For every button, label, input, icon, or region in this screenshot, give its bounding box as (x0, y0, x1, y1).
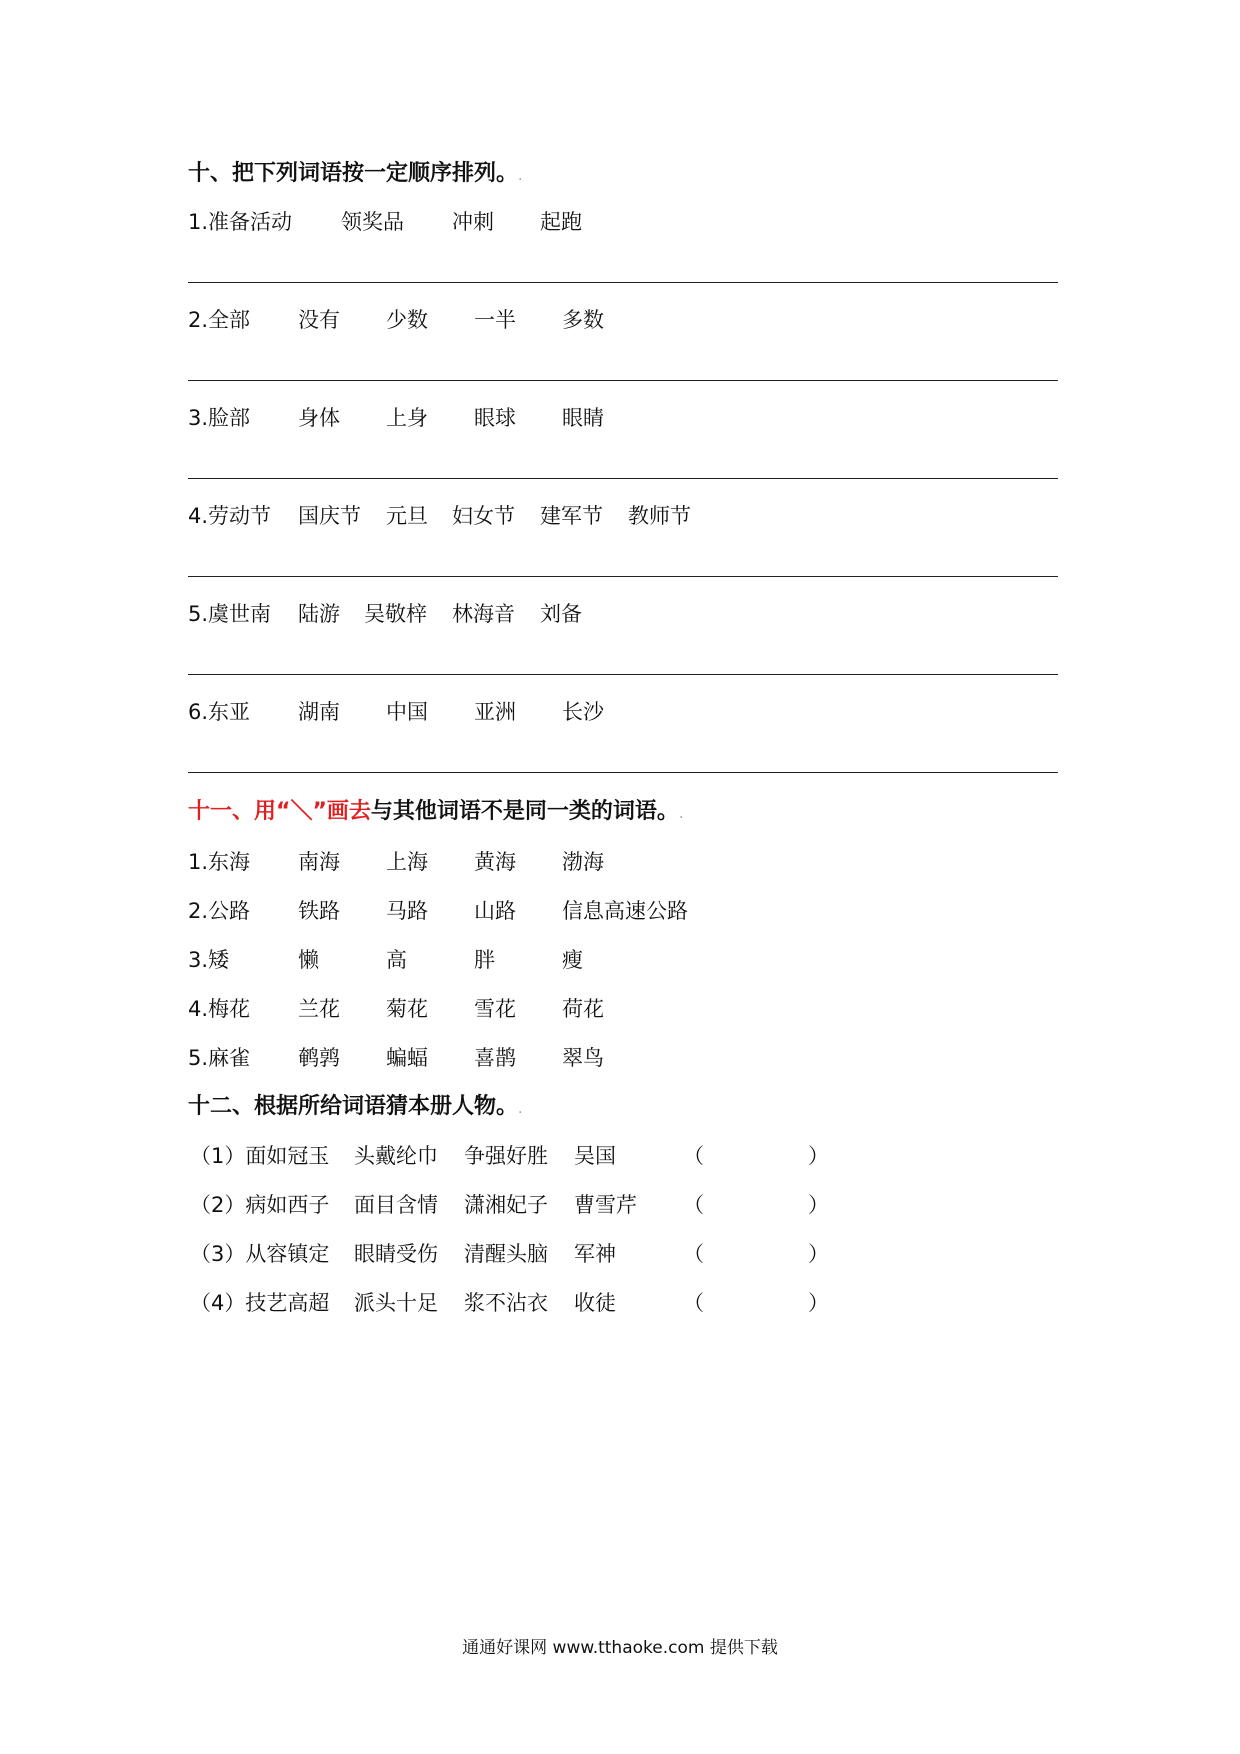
s12-clue: 争强好胜 (464, 1144, 548, 1168)
s11-word[interactable]: 5.麻雀 (188, 1046, 251, 1070)
s12-clue: 派头十足 (354, 1291, 438, 1315)
s11-word[interactable]: 菊花 (386, 997, 428, 1021)
s12-clue: （3）从容镇定 (190, 1242, 330, 1266)
s11-word[interactable]: 蝙蝠 (386, 1046, 428, 1070)
page-footer: 通通好课网 www.tthaoke.com 提供下载 (462, 1638, 778, 1658)
s12-clue: 收徒 (574, 1291, 616, 1315)
s10-word: 林海音 (452, 602, 515, 626)
s10-word: 6.东亚 (188, 700, 251, 724)
s10-word: 刘备 (540, 602, 582, 626)
s12-clue: 曹雪芹 (574, 1193, 637, 1217)
s12-clue: 吴国 (574, 1144, 616, 1168)
s10-word: 湖南 (298, 700, 340, 724)
s11-word[interactable]: 山路 (474, 899, 516, 923)
s10-word: 起跑 (540, 210, 582, 234)
s12-clue: 头戴纶巾 (354, 1144, 438, 1168)
section-10-title (188, 160, 522, 190)
s11-word[interactable]: 翠鸟 (562, 1046, 604, 1070)
s11-word[interactable]: 铁路 (298, 899, 340, 923)
s10-word: 没有 (298, 308, 340, 332)
s11-word[interactable]: 兰花 (298, 997, 340, 1021)
s11-word[interactable]: 3.矮 (188, 948, 230, 972)
answer-line-1[interactable] (188, 282, 1058, 283)
s11-word[interactable]: 懒 (298, 948, 319, 972)
section-12-title (188, 1093, 522, 1123)
answer-paren-open[interactable]: （ (683, 1242, 704, 1266)
s11-word[interactable]: 1.东海 (188, 850, 251, 874)
s10-word: 妇女节 (452, 504, 515, 528)
s10-word: 眼球 (474, 406, 516, 430)
s10-word: 眼睛 (562, 406, 604, 430)
s11-word[interactable]: 鹌鹑 (298, 1046, 340, 1070)
s12-clue: 军神 (574, 1242, 616, 1266)
s10-word: 建军节 (540, 504, 603, 528)
s10-word: 长沙 (562, 700, 604, 724)
section-10-title-text: 十、把下列词语按一定顺序排列。 (188, 161, 519, 186)
s10-word: 领奖品 (341, 210, 404, 234)
s10-word: 教师节 (628, 504, 691, 528)
s11-word[interactable]: 黄海 (474, 850, 516, 874)
s11-word[interactable]: 上海 (386, 850, 428, 874)
s11-word[interactable]: 4.梅花 (188, 997, 251, 1021)
answer-paren-close[interactable]: ） (808, 1144, 829, 1168)
s11-word[interactable]: 喜鹊 (474, 1046, 516, 1070)
section-11-title (188, 798, 683, 828)
s12-clue: （1）面如冠玉 (190, 1144, 330, 1168)
s11-word[interactable]: 渤海 (562, 850, 604, 874)
answer-paren-close[interactable]: ） (808, 1242, 829, 1266)
section-11-title-red: 十一、用“＼”画去 (188, 799, 371, 824)
answer-paren-open[interactable]: （ (683, 1291, 704, 1315)
s12-clue: 清醒头脑 (464, 1242, 548, 1266)
s10-word: 4.劳动节 (188, 504, 272, 528)
s10-word: 多数 (562, 308, 604, 332)
s11-word[interactable]: 荷花 (562, 997, 604, 1021)
s11-word[interactable]: 信息高速公路 (562, 899, 688, 923)
s12-clue: 眼睛受伤 (354, 1242, 438, 1266)
s12-clue: （2）病如西子 (190, 1193, 330, 1217)
s10-word: 冲刺 (452, 210, 494, 234)
answer-line-3[interactable] (188, 478, 1058, 479)
s10-word: 陆游 (298, 602, 340, 626)
s12-clue: 潇湘妃子 (464, 1193, 548, 1217)
s11-word[interactable]: 2.公路 (188, 899, 251, 923)
answer-line-4[interactable] (188, 576, 1058, 577)
s10-word: 5.虞世南 (188, 602, 272, 626)
answer-line-2[interactable] (188, 380, 1058, 381)
answer-paren-close[interactable]: ） (808, 1291, 829, 1315)
section-11-title-black: 与其他词语不是同一类的词语。 (370, 799, 679, 824)
s10-word: 吴敬梓 (364, 602, 427, 626)
s10-word: 一半 (474, 308, 516, 332)
s10-word: 3.脸部 (188, 406, 251, 430)
section-11-title-dot: . (678, 806, 684, 822)
s11-word[interactable]: 南海 (298, 850, 340, 874)
s10-word: 少数 (386, 308, 428, 332)
s12-clue: 面目含情 (354, 1193, 438, 1217)
s11-word[interactable]: 雪花 (474, 997, 516, 1021)
answer-line-5[interactable] (188, 674, 1058, 675)
s10-word: 上身 (386, 406, 428, 430)
section-12-title-dot: . (518, 1101, 523, 1117)
s11-word[interactable]: 马路 (386, 899, 428, 923)
answer-line-6[interactable] (188, 772, 1058, 773)
answer-paren-open[interactable]: （ (683, 1193, 704, 1217)
s10-word: 2.全部 (188, 308, 251, 332)
s10-word: 中国 (386, 700, 428, 724)
s12-clue: 浆不沾衣 (464, 1291, 548, 1315)
s10-word: 亚洲 (474, 700, 516, 724)
s10-word: 元旦 (386, 504, 428, 528)
s11-word[interactable]: 胖 (474, 948, 495, 972)
answer-paren-close[interactable]: ） (808, 1193, 829, 1217)
answer-paren-open[interactable]: （ (683, 1144, 704, 1168)
s11-word[interactable]: 高 (386, 948, 407, 972)
section-10-title-dot: . (518, 168, 523, 184)
s12-clue: （4）技艺高超 (190, 1291, 330, 1315)
s11-word[interactable]: 瘦 (562, 948, 583, 972)
s10-word: 身体 (298, 406, 340, 430)
section-12-title-text: 十二、根据所给词语猜本册人物。 (188, 1094, 519, 1119)
s10-word: 1.准备活动 (188, 210, 293, 234)
s10-word: 国庆节 (298, 504, 361, 528)
